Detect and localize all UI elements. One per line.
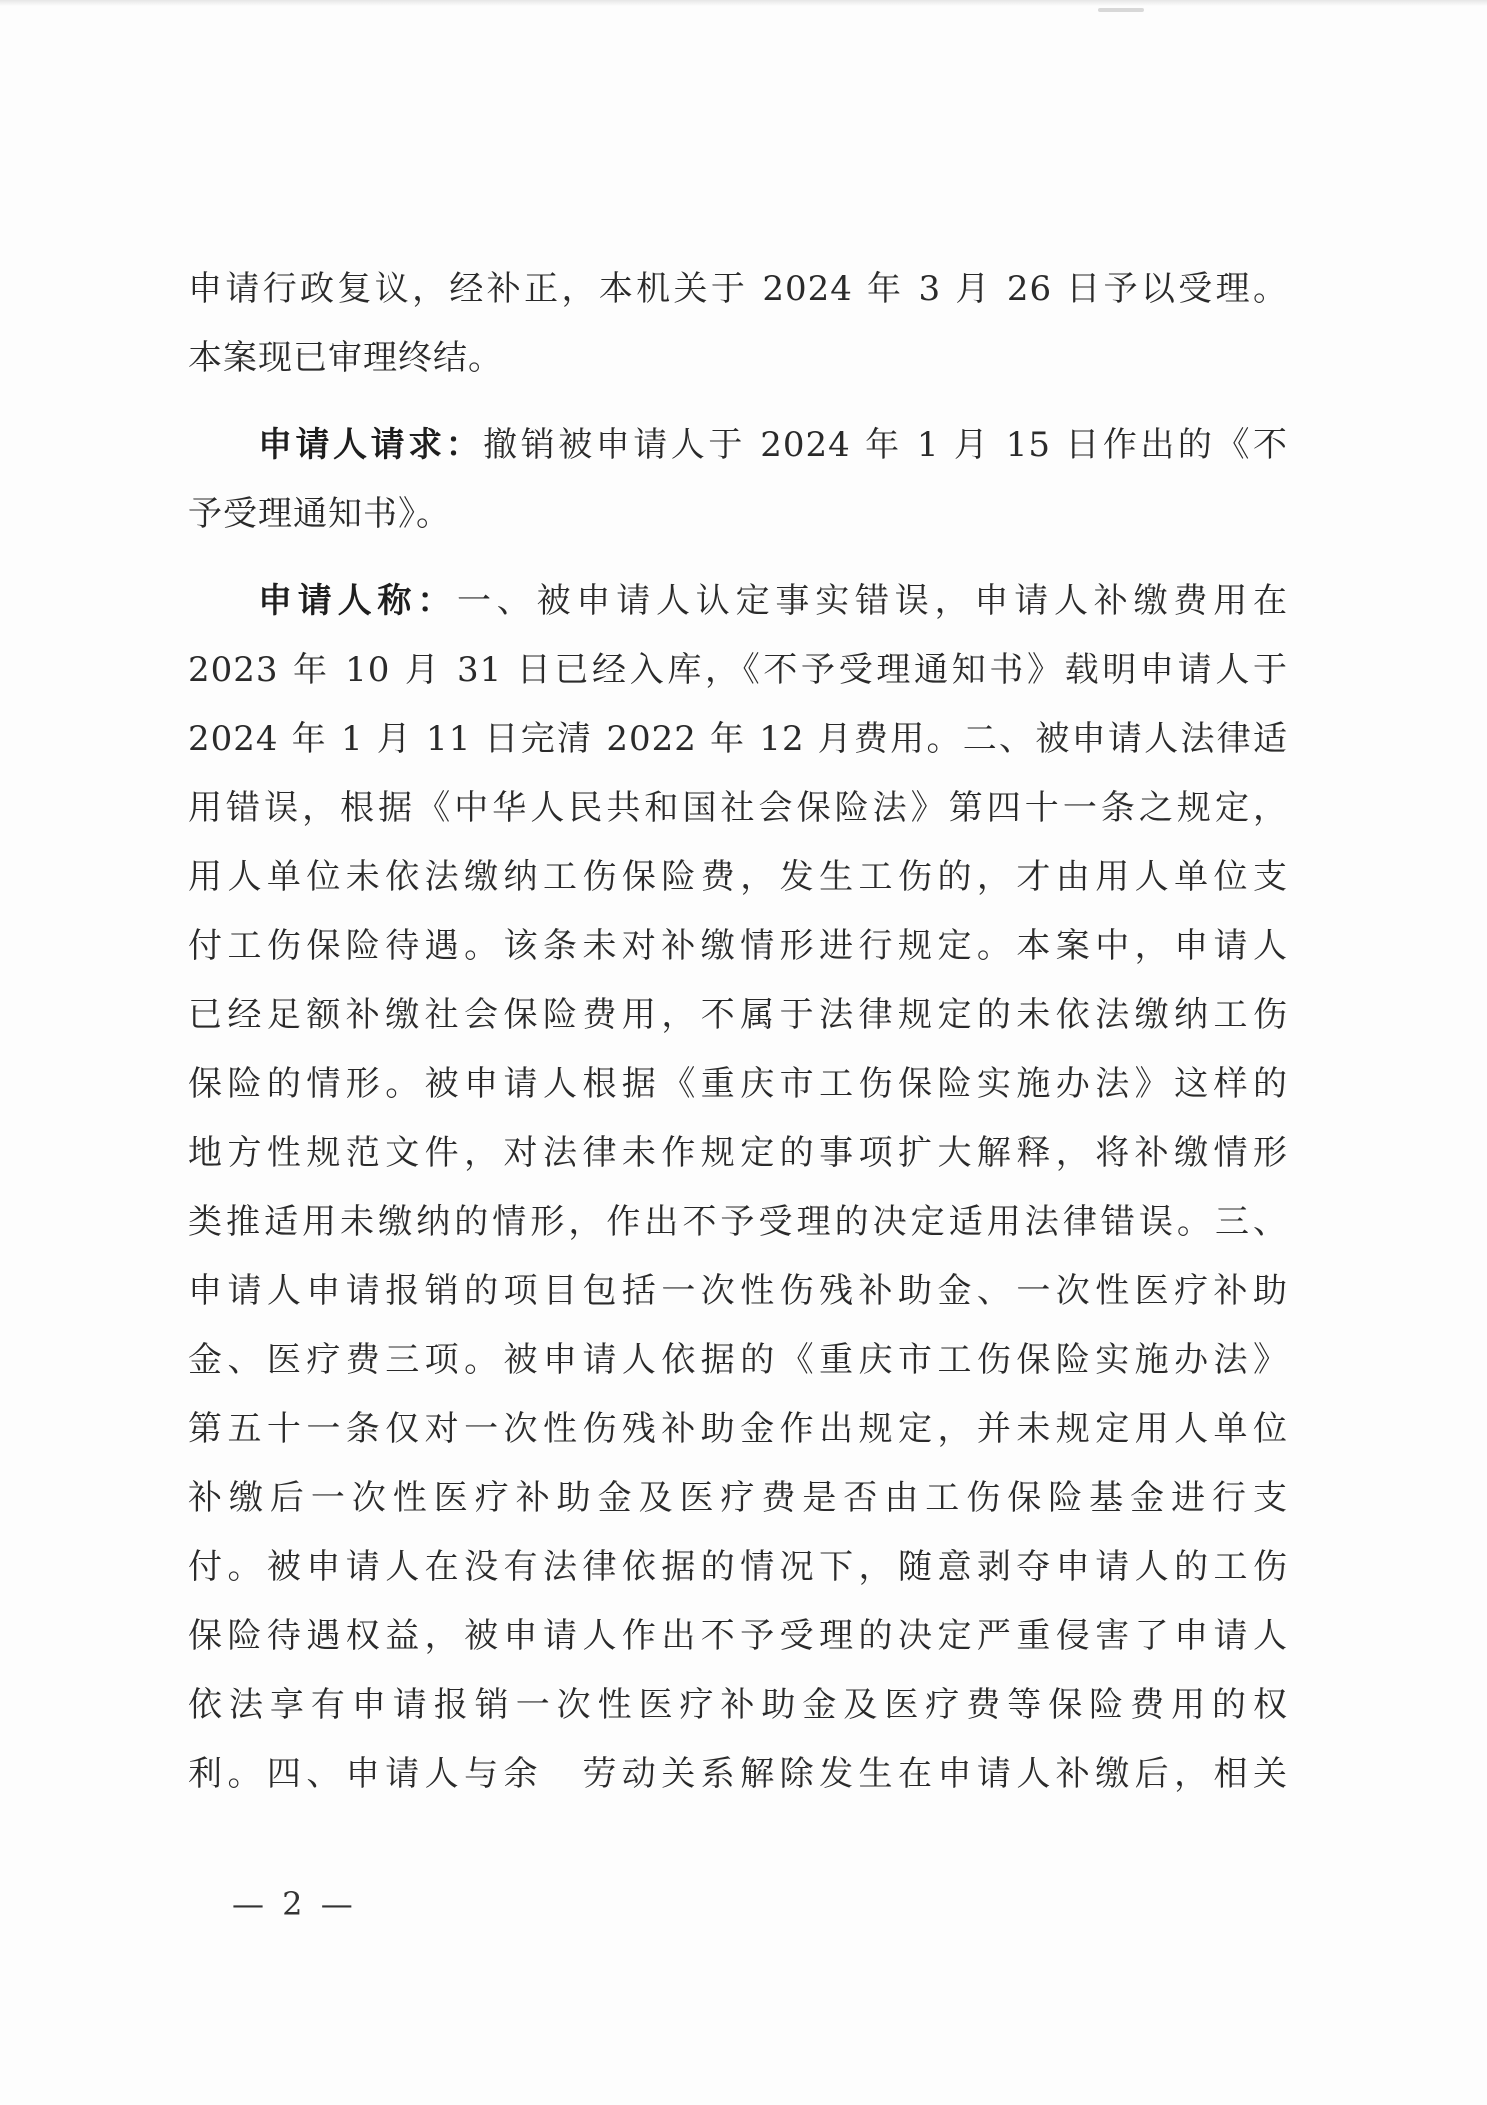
body-line: 地方性规范文件，对法律未作规定的事项扩大解释，将补缴情形 <box>188 1133 1288 1173</box>
body-line: 申请人申请报销的项目包括一次性伤残补助金、一次性医疗补助 <box>188 1271 1288 1311</box>
scan-edge <box>0 0 1487 6</box>
body-line: 付。被申请人在没有法律依据的情况下，随意剥夺申请人的工伤 <box>188 1547 1288 1587</box>
body-line: 补缴后一次性医疗补助金及医疗费是否由工伤保险基金进行支 <box>188 1478 1288 1518</box>
body-line: 申请行政复议，经补正，本机关于 2024 年 3 月 26 日予以受理。 <box>188 269 1288 309</box>
body-line: 金、医疗费三项。被申请人依据的《重庆市工伤保险实施办法》 <box>188 1340 1288 1380</box>
page-number: — 2 — <box>232 1885 357 1923</box>
section-label: 申请人请求： <box>258 425 484 465</box>
body-line: 付工伤保险待遇。该条未对补缴情形进行规定。本案中，申请人 <box>188 926 1288 966</box>
body-line: 已经足额补缴社会保险费用，不属于法律规定的未依法缴纳工伤 <box>188 995 1288 1035</box>
body-line: 2023 年 10 月 31 日已经入库，《不予受理通知书》载明申请人于 <box>188 650 1288 690</box>
section-label: 申请人称： <box>258 581 457 621</box>
body-line: 予受理通知书》。 <box>188 494 451 534</box>
body-line: 保险的情形。被申请人根据《重庆市工伤保险实施办法》这样的 <box>188 1064 1288 1104</box>
body-line: 利。四、申请人与余 劳动关系解除发生在申请人补缴后，相关 <box>188 1754 1288 1794</box>
body-line <box>188 411 1288 480</box>
body-line: 类推适用未缴纳的情形，作出不予受理的决定适用法律错误。三、 <box>188 1202 1288 1242</box>
body-line <box>188 567 1288 636</box>
body-line-text: 撤销被申请人于 2024 年 1 月 15 日作出的《不 <box>483 425 1288 465</box>
document-body <box>188 255 1288 1809</box>
body-line: 2024 年 1 月 11 日完清 2022 年 12 月费用。二、被申请人法律适 <box>188 719 1288 759</box>
body-line: 依法享有申请报销一次性医疗补助金及医疗费等保险费用的权 <box>188 1685 1288 1725</box>
body-line: 本案现已审理终结。 <box>188 338 503 378</box>
paragraph-applicant-request <box>188 411 1288 549</box>
paragraph-receipt <box>188 255 1288 393</box>
body-line: 第五十一条仅对一次性伤残补助金作出规定，并未规定用人单位 <box>188 1409 1288 1449</box>
paragraph-applicant-statement <box>188 567 1288 1809</box>
body-line: 用人单位未依法缴纳工伤保险费，发生工伤的，才由用人单位支 <box>188 857 1288 897</box>
scan-mark <box>1098 8 1144 12</box>
body-line-text: 一、被申请人认定事实错误，申请人补缴费用在 <box>457 581 1288 621</box>
body-line: 保险待遇权益，被申请人作出不予受理的决定严重侵害了申请人 <box>188 1616 1288 1656</box>
body-line: 用错误，根据《中华人民共和国社会保险法》第四十一条之规定， <box>188 788 1288 828</box>
